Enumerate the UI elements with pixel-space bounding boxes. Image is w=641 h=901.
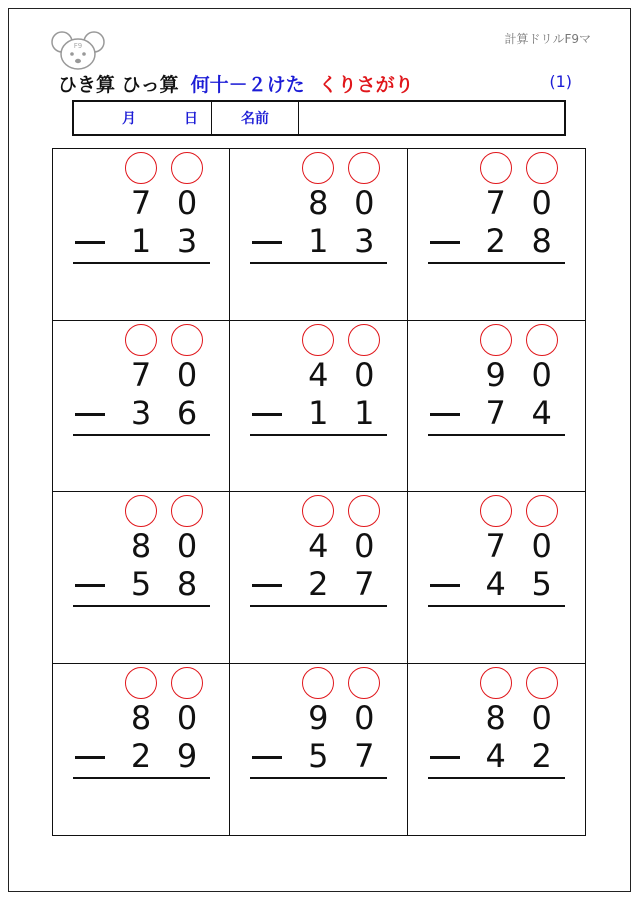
minus-sign	[75, 413, 105, 416]
minuend-tens: 4	[308, 527, 329, 565]
carry-circle-ones[interactable]	[171, 667, 203, 699]
minuend-tens: 8	[485, 698, 506, 737]
problem-cell	[230, 664, 407, 836]
subtrahend-tens: 1	[308, 393, 329, 432]
carry-circle-ones[interactable]	[526, 152, 558, 184]
carry-circle-ones[interactable]	[348, 152, 380, 184]
carry-circle-tens[interactable]	[480, 495, 512, 527]
minuend-tens: 9	[485, 355, 506, 394]
subtrahend-tens: 4	[485, 565, 506, 603]
problem-cell	[408, 149, 585, 321]
carry-circle-tens[interactable]	[302, 324, 334, 356]
minuend-tens: 8	[130, 527, 152, 565]
name-field[interactable]	[299, 102, 564, 134]
carry-circle-ones[interactable]	[348, 324, 380, 356]
problem-cell	[53, 492, 230, 664]
carry-circle-tens[interactable]	[125, 495, 157, 527]
name-label: 名前	[212, 102, 299, 134]
subtrahend-tens: 2	[130, 736, 152, 775]
minuend-ones: 0	[354, 355, 375, 394]
minuend-ones: 0	[531, 698, 552, 737]
title-borrow: くりさがり	[318, 74, 414, 96]
minuend-tens: 8	[308, 184, 329, 222]
answer-line	[73, 434, 210, 436]
problem-cell	[230, 149, 407, 321]
carry-circle-tens[interactable]	[125, 667, 157, 699]
subtrahend-ones: 9	[176, 736, 198, 775]
problem-cell	[230, 492, 407, 664]
subtrahend-ones: 7	[354, 736, 375, 775]
subtrahend-ones: 8	[176, 565, 198, 603]
minuend-tens: 9	[308, 698, 329, 737]
minuend-ones: 0	[176, 355, 198, 394]
day-label: 日	[184, 111, 198, 127]
sheet-number: (1)	[549, 72, 572, 91]
subtrahend-tens: 5	[308, 736, 329, 775]
minus-sign	[430, 241, 460, 244]
subtrahend-tens: 1	[130, 222, 152, 260]
mascot-label: F9	[73, 42, 83, 50]
carry-circle-tens[interactable]	[302, 667, 334, 699]
carry-circle-ones[interactable]	[526, 495, 558, 527]
carry-circle-tens[interactable]	[480, 324, 512, 356]
subtrahend-ones: 4	[531, 393, 552, 432]
carry-circle-tens[interactable]	[480, 667, 512, 699]
title-operation: ひき算 ひっ算	[58, 74, 179, 96]
minus-sign	[75, 241, 105, 244]
title-type: 何十－２けた	[190, 74, 305, 96]
date-field[interactable]	[74, 102, 212, 134]
month-label: 月	[122, 111, 136, 127]
carry-circle-ones[interactable]	[526, 324, 558, 356]
answer-line	[250, 434, 387, 436]
minuend-ones: 0	[354, 698, 375, 737]
carry-circle-tens[interactable]	[302, 495, 334, 527]
problem-cell	[230, 321, 407, 493]
subtrahend-ones: 5	[531, 565, 552, 603]
carry-circle-tens[interactable]	[125, 324, 157, 356]
problem-cell	[53, 321, 230, 493]
subtrahend-tens: 1	[308, 222, 329, 260]
minus-sign	[252, 413, 282, 416]
carry-circle-ones[interactable]	[348, 495, 380, 527]
brand-label: 計算ドリルF9マ	[504, 32, 591, 46]
subtrahend-ones: 7	[354, 565, 375, 603]
minuend-ones: 0	[354, 527, 375, 565]
subtrahend-tens: 7	[485, 393, 506, 432]
minuend-tens: 7	[130, 355, 152, 394]
answer-line	[250, 777, 387, 779]
carry-circle-ones[interactable]	[171, 324, 203, 356]
minus-sign	[430, 413, 460, 416]
minuend-tens: 7	[130, 184, 152, 222]
worksheet-title	[58, 70, 578, 96]
carry-circle-ones[interactable]	[171, 495, 203, 527]
carry-circle-tens[interactable]	[125, 152, 157, 184]
minus-sign	[252, 584, 282, 587]
subtrahend-ones: 3	[176, 222, 198, 260]
subtrahend-tens: 2	[485, 222, 506, 260]
carry-circle-tens[interactable]	[302, 152, 334, 184]
minus-sign	[75, 756, 105, 759]
minuend-tens: 8	[130, 698, 152, 737]
subtrahend-ones: 1	[354, 393, 375, 432]
answer-line	[73, 605, 210, 607]
subtrahend-tens: 3	[130, 393, 152, 432]
answer-line	[428, 777, 565, 779]
answer-line	[73, 777, 210, 779]
problem-cell	[53, 149, 230, 321]
mouse-mascot-icon	[50, 28, 106, 72]
subtrahend-tens: 4	[485, 736, 506, 775]
answer-line	[428, 605, 565, 607]
answer-line	[428, 262, 565, 264]
minuend-ones: 0	[176, 527, 198, 565]
minus-sign	[430, 756, 460, 759]
minuend-tens: 7	[485, 527, 506, 565]
minuend-ones: 0	[531, 184, 552, 222]
minus-sign	[252, 241, 282, 244]
problem-grid	[52, 148, 586, 836]
minuend-ones: 0	[531, 355, 552, 394]
subtrahend-tens: 5	[130, 565, 152, 603]
subtrahend-tens: 2	[308, 565, 329, 603]
minuend-tens: 7	[485, 184, 506, 222]
minus-sign	[430, 584, 460, 587]
subtrahend-ones: 3	[354, 222, 375, 260]
name-date-box	[72, 100, 566, 136]
subtrahend-ones: 8	[531, 222, 552, 260]
problem-cell	[408, 321, 585, 493]
answer-line	[428, 434, 565, 436]
minuend-ones: 0	[354, 184, 375, 222]
problem-cell	[408, 492, 585, 664]
carry-circle-ones[interactable]	[526, 667, 558, 699]
minus-sign	[75, 584, 105, 587]
minuend-tens: 4	[308, 355, 329, 394]
minuend-ones: 0	[176, 698, 198, 737]
answer-line	[250, 605, 387, 607]
minus-sign	[252, 756, 282, 759]
minuend-ones: 0	[531, 527, 552, 565]
carry-circle-ones[interactable]	[171, 152, 203, 184]
carry-circle-ones[interactable]	[348, 667, 380, 699]
problem-cell	[408, 664, 585, 836]
answer-line	[250, 262, 387, 264]
minuend-ones: 0	[176, 184, 198, 222]
problem-cell	[53, 664, 230, 836]
subtrahend-ones: 6	[176, 393, 198, 432]
carry-circle-tens[interactable]	[480, 152, 512, 184]
answer-line	[73, 262, 210, 264]
subtrahend-ones: 2	[531, 736, 552, 775]
